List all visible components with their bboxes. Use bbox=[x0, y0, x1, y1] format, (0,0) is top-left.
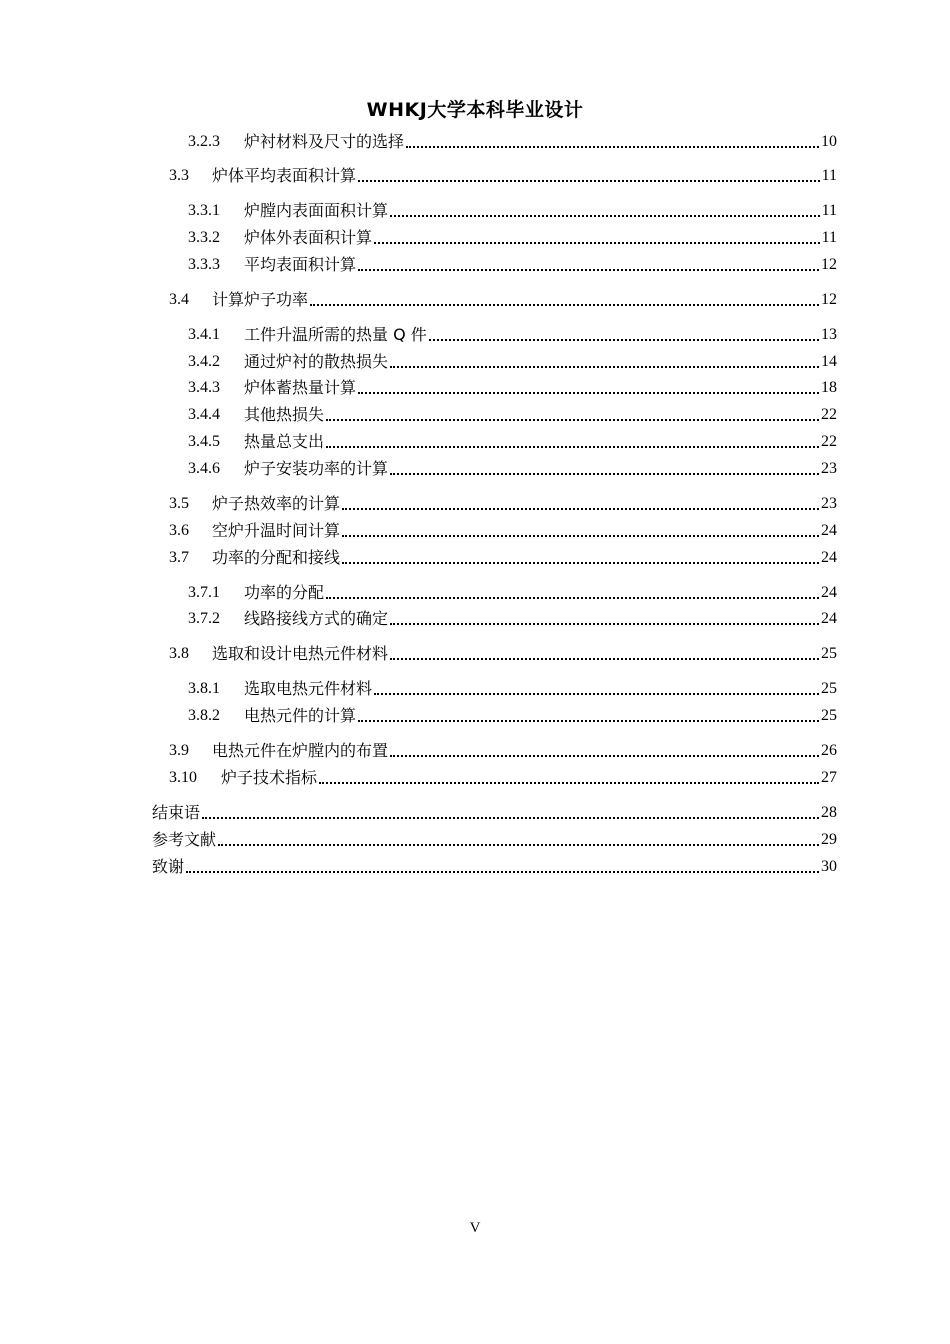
toc-entry-title: 通过炉衬的散热损失 bbox=[244, 352, 389, 371]
toc-leader-dots bbox=[390, 623, 819, 625]
toc-leader-dots bbox=[406, 146, 819, 148]
toc-leader-dots bbox=[319, 782, 819, 784]
toc-entry-title: 炉体蓄热量计算 bbox=[244, 378, 357, 397]
toc-entry[interactable] bbox=[152, 853, 837, 877]
toc-entry-title: 炉体平均表面积计算 bbox=[212, 166, 357, 185]
toc-entry-page: 18 bbox=[821, 379, 837, 396]
toc-entry[interactable] bbox=[169, 286, 837, 310]
toc-entry-title: 功率的分配 bbox=[244, 583, 325, 602]
toc-leader-dots bbox=[374, 693, 819, 695]
toc-entry[interactable] bbox=[188, 374, 837, 398]
toc-entry-page: 24 bbox=[821, 549, 837, 566]
toc-entry[interactable] bbox=[188, 605, 837, 629]
toc-entry-title: 选取和设计电热元件材料 bbox=[212, 644, 389, 663]
toc-leader-dots bbox=[390, 366, 819, 368]
toc-entry-title: 选取电热元件材料 bbox=[244, 679, 373, 698]
toc-entry-page: 11 bbox=[821, 167, 837, 184]
toc-entry-number: 3.2.3 bbox=[188, 133, 220, 150]
toc-entry-number: 3.3.1 bbox=[188, 202, 220, 219]
toc-entry[interactable] bbox=[188, 128, 837, 152]
toc-entry-title: 其他热损失 bbox=[244, 405, 325, 424]
toc-entry-number: 3.4.6 bbox=[188, 460, 220, 477]
toc-entry-page: 24 bbox=[821, 522, 837, 539]
toc-entry-page: 23 bbox=[821, 460, 837, 477]
toc-leader-dots bbox=[342, 508, 819, 510]
toc-entry-title: 功率的分配和接线 bbox=[212, 548, 341, 567]
toc-entry-number: 3.7 bbox=[169, 549, 189, 566]
toc-entry-page: 10 bbox=[821, 133, 837, 150]
toc-entry[interactable] bbox=[169, 162, 837, 186]
toc-entry-title: 炉子安装功率的计算 bbox=[244, 459, 389, 478]
toc-entry[interactable] bbox=[188, 455, 837, 479]
toc-leader-dots bbox=[342, 535, 819, 537]
toc-entry-page: 23 bbox=[821, 495, 837, 512]
toc-entry[interactable] bbox=[152, 799, 837, 823]
toc-entry-page: 25 bbox=[821, 645, 837, 662]
toc-entry[interactable] bbox=[188, 197, 837, 221]
toc-entry-number: 3.7.2 bbox=[188, 610, 220, 627]
toc-entry[interactable] bbox=[188, 675, 837, 699]
toc-leader-dots bbox=[390, 215, 820, 217]
toc-entry-title: 炉子热效率的计算 bbox=[212, 494, 341, 513]
toc-entry-page: 12 bbox=[821, 256, 837, 273]
toc-entry-page: 22 bbox=[821, 406, 837, 423]
toc-leader-dots bbox=[390, 473, 819, 475]
toc-leader-dots bbox=[358, 720, 819, 722]
toc-entry-title: 结束语 bbox=[152, 803, 201, 822]
toc-entry-title: 线路接线方式的确定 bbox=[244, 609, 389, 628]
toc-entry-title: 空炉升温时间计算 bbox=[212, 521, 341, 540]
toc-entry-page: 11 bbox=[821, 202, 837, 219]
toc-entry-page: 12 bbox=[821, 291, 837, 308]
toc-leader-dots bbox=[326, 446, 819, 448]
toc-entry-page: 22 bbox=[821, 433, 837, 450]
toc-leader-dots bbox=[202, 817, 819, 819]
toc-leader-dots bbox=[358, 269, 819, 271]
toc-entry-title: 炉膛内表面面积计算 bbox=[244, 201, 389, 220]
toc-entry[interactable] bbox=[169, 737, 837, 761]
toc-entry-number: 3.7.1 bbox=[188, 584, 220, 601]
toc-entry[interactable] bbox=[169, 517, 837, 541]
toc-entry[interactable] bbox=[169, 640, 837, 664]
toc-entry-title: 参考文献 bbox=[152, 830, 217, 849]
toc-entry-page: 29 bbox=[821, 831, 837, 848]
toc-entry-page: 24 bbox=[821, 610, 837, 627]
toc-leader-dots bbox=[326, 597, 819, 599]
toc-entry-number: 3.3.2 bbox=[188, 229, 220, 246]
toc-entry-title: 电热元件的计算 bbox=[244, 706, 357, 725]
toc-entry-number: 3.4.4 bbox=[188, 406, 220, 423]
toc-entry-title: 炉体外表面积计算 bbox=[244, 228, 373, 247]
toc-entry-page: 25 bbox=[821, 707, 837, 724]
toc-entry-number: 3.8 bbox=[169, 645, 189, 662]
toc-entry[interactable] bbox=[188, 321, 837, 345]
toc-entry-title: 热量总支出 bbox=[244, 432, 325, 451]
toc-leader-dots bbox=[186, 871, 819, 873]
toc-entry-number: 3.4 bbox=[169, 291, 189, 308]
toc-entry[interactable] bbox=[188, 348, 837, 372]
toc-entry-number: 3.4.5 bbox=[188, 433, 220, 450]
toc-entry-number: 3.4.1 bbox=[188, 326, 220, 343]
toc-entry-page: 27 bbox=[821, 769, 837, 786]
toc-entry-number: 3.8.1 bbox=[188, 680, 220, 697]
toc-leader-dots bbox=[358, 392, 819, 394]
toc-entry[interactable] bbox=[188, 251, 837, 275]
toc-entry[interactable] bbox=[169, 544, 837, 568]
toc-entry-number: 3.4.3 bbox=[188, 379, 220, 396]
toc-leader-dots bbox=[310, 304, 819, 306]
toc-entry-page: 30 bbox=[821, 858, 837, 875]
toc-leader-dots bbox=[326, 419, 819, 421]
toc-entry-title: 电热元件在炉膛内的布置 bbox=[212, 741, 389, 760]
toc-entry-title: 工件升温所需的热量 Q 件 bbox=[244, 325, 427, 344]
toc-entry-number: 3.8.2 bbox=[188, 707, 220, 724]
toc-leader-dots bbox=[390, 658, 819, 660]
toc-entry[interactable] bbox=[188, 702, 837, 726]
toc-entry-number: 3.4.2 bbox=[188, 353, 220, 370]
toc-entry[interactable] bbox=[188, 579, 837, 603]
toc-entry-page: 26 bbox=[821, 742, 837, 759]
toc-entry-number: 3.3.3 bbox=[188, 256, 220, 273]
toc-entry[interactable] bbox=[188, 401, 837, 425]
toc-entry-page: 13 bbox=[821, 326, 837, 343]
toc-entry-page: 11 bbox=[821, 229, 837, 246]
toc-entry-number: 3.10 bbox=[169, 769, 197, 786]
toc-entry[interactable] bbox=[152, 826, 837, 850]
toc-entry-page: 14 bbox=[821, 353, 837, 370]
toc-entry[interactable] bbox=[169, 490, 837, 514]
toc-leader-dots bbox=[429, 339, 819, 341]
toc-leader-dots bbox=[342, 562, 819, 564]
toc-entry-title: 平均表面积计算 bbox=[244, 255, 357, 274]
toc-entry-number: 3.6 bbox=[169, 522, 189, 539]
toc-leader-dots bbox=[390, 755, 819, 757]
toc-leader-dots bbox=[374, 242, 820, 244]
toc-entry-page: 28 bbox=[821, 804, 837, 821]
toc-entry-title: 致谢 bbox=[152, 857, 185, 876]
toc-entry-number: 3.5 bbox=[169, 495, 189, 512]
toc-entry-title: 计算炉子功率 bbox=[212, 290, 309, 309]
toc-entry-page: 24 bbox=[821, 584, 837, 601]
toc-entry-number: 3.3 bbox=[169, 167, 189, 184]
toc-leader-dots bbox=[358, 180, 820, 182]
toc-entry-title: 炉衬材料及尺寸的选择 bbox=[244, 132, 405, 151]
toc-leader-dots bbox=[218, 844, 819, 846]
page-header: WHKJ大学本科毕业设计 bbox=[366, 99, 584, 121]
toc-entry[interactable] bbox=[188, 428, 837, 452]
toc-entry-page: 25 bbox=[821, 680, 837, 697]
page-number: V bbox=[469, 1220, 481, 1236]
toc-entry-number: 3.9 bbox=[169, 742, 189, 759]
toc-entry-title: 炉子技术指标 bbox=[221, 768, 318, 787]
toc-entry[interactable] bbox=[169, 764, 837, 788]
toc-entry[interactable] bbox=[188, 224, 837, 248]
